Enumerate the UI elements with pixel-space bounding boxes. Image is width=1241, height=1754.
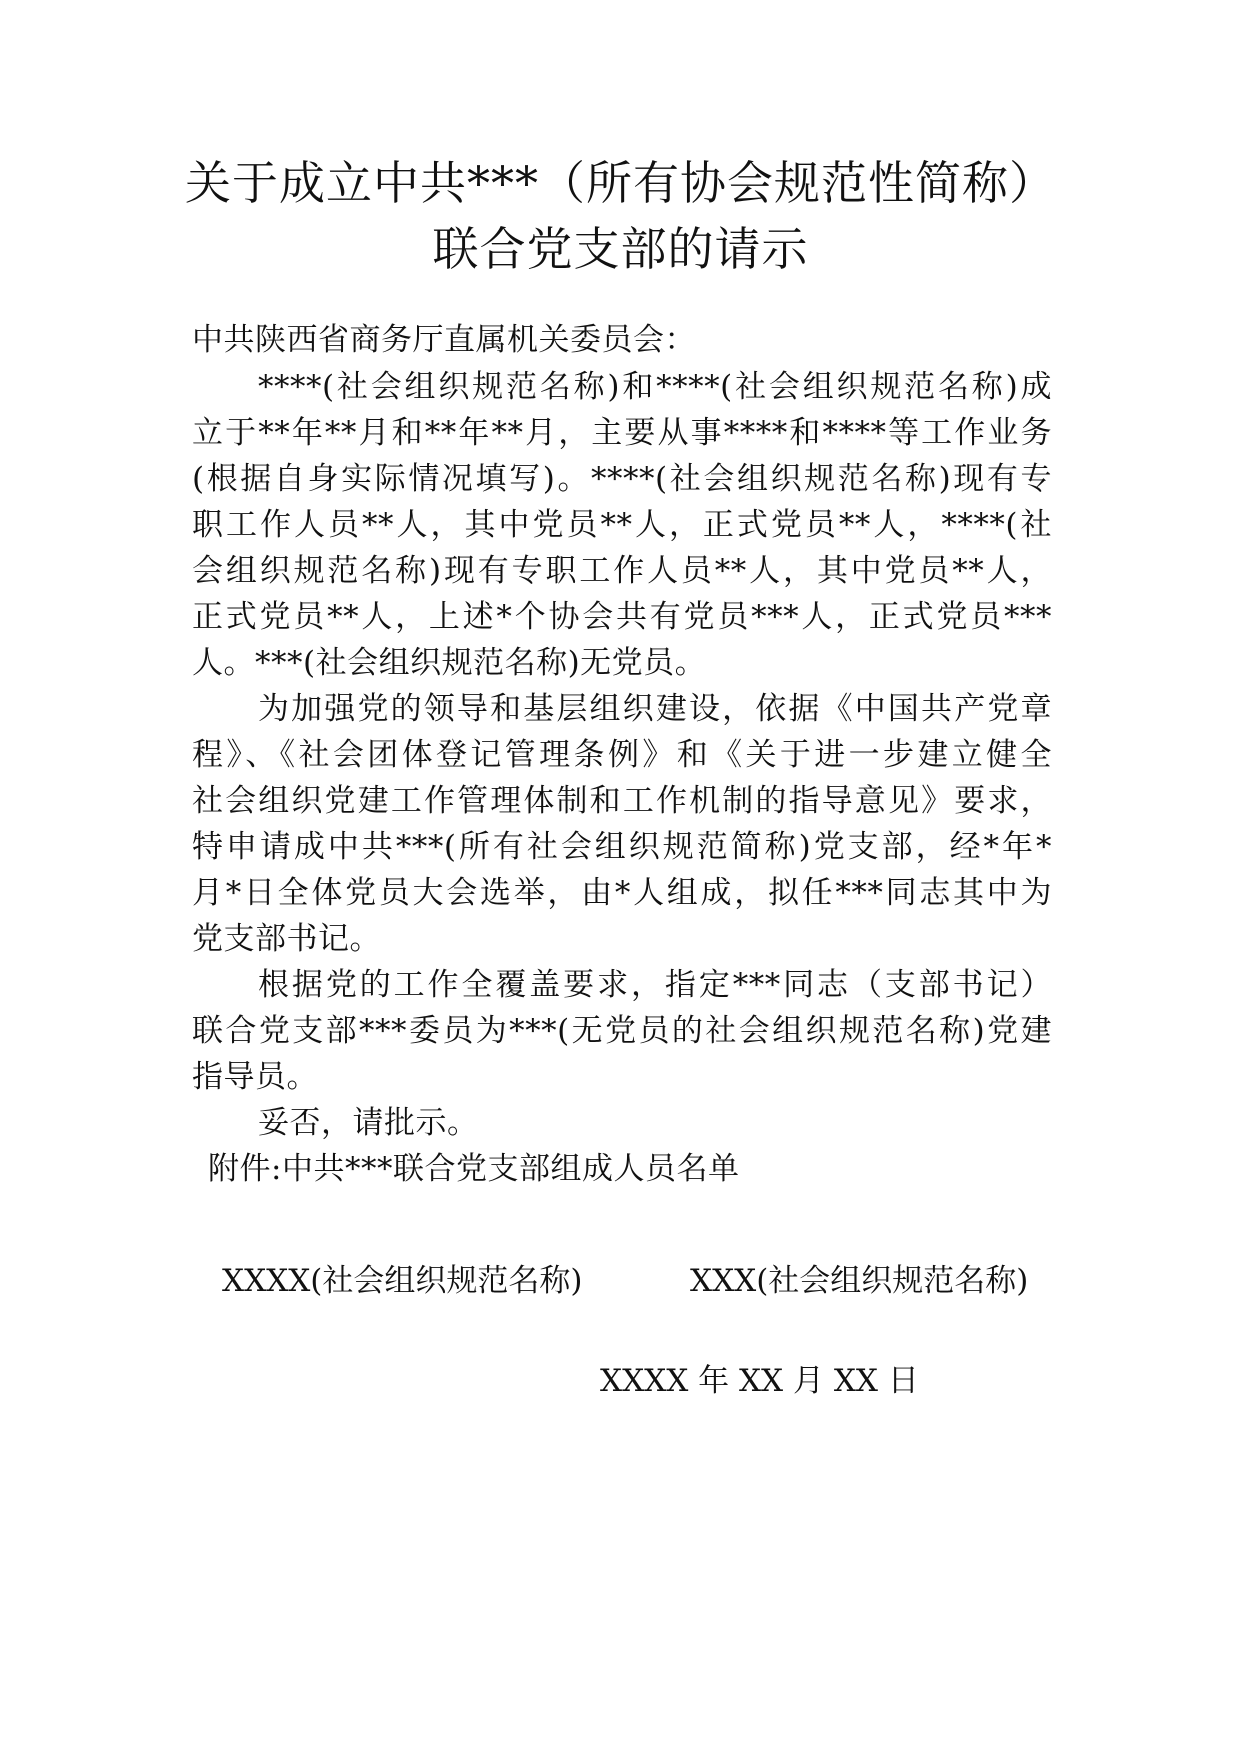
paragraph1-line: 正式党员**人，上述*个协会共有党员***人，正式党员*** [192,599,1052,635]
addressee: 中共陕西省商务厅直属机关委员会： [192,322,696,358]
paragraph1-line: 人。***(社会组织规范名称)无党员。 [192,645,707,681]
paragraph1-line: 立于**年**月和**年**月，主要从事****和****等工作业务 [192,415,1052,451]
attachment-line: 附件:中共***联合党支部组成人员名单 [208,1151,740,1187]
paragraph2-line: 社会组织党建工作管理体制和工作机制的指导意见》要求， [192,783,1052,819]
paragraph1-line: 职工作人员**人，其中党员**人，正式党员**人，****(社 [192,507,1052,543]
date-line: XXXX 年 XX 月 XX 日 [600,1363,919,1399]
title-line-1: 关于成立中共***（所有协会规范性简称） [185,156,1056,210]
signature-right: XXX(社会组织规范名称) [690,1263,1029,1299]
closing-line: 妥否，请批示。 [258,1105,479,1141]
title-line-2: 联合党支部的请示 [432,222,809,276]
paragraph3-line: 联合党支部***委员为***(无党员的社会组织规范名称)党建 [192,1013,1052,1049]
paragraph3-line: 根据党的工作全覆盖要求，指定***同志（支部书记） [258,967,1052,1003]
paragraph2-line: 为加强党的领导和基层组织建设，依据《中国共产党章 [258,691,1052,727]
paragraph1-line: (根据自身实际情况填写)。****(社会组织规范名称)现有专 [192,461,1052,497]
paragraph3-line: 指导员。 [192,1059,318,1095]
paragraph2-line: 特申请成中共***(所有社会组织规范简称)党支部，经*年* [192,829,1052,865]
paragraph2-line: 程》、《社会团体登记管理条例》和《关于进一步建立健全 [192,737,1052,773]
paragraph2-line: 党支部书记。 [192,921,381,957]
paragraph1-line: 会组织规范名称)现有专职工作人员**人，其中党员**人， [192,553,1052,589]
paragraph2-line: 月*日全体党员大会选举，由*人组成，拟任***同志其中为 [192,875,1052,911]
signature-left: XXXX(社会组织规范名称) [222,1263,583,1299]
paragraph1-line: ****(社会组织规范名称)和****(社会组织规范名称)成 [258,369,1053,405]
